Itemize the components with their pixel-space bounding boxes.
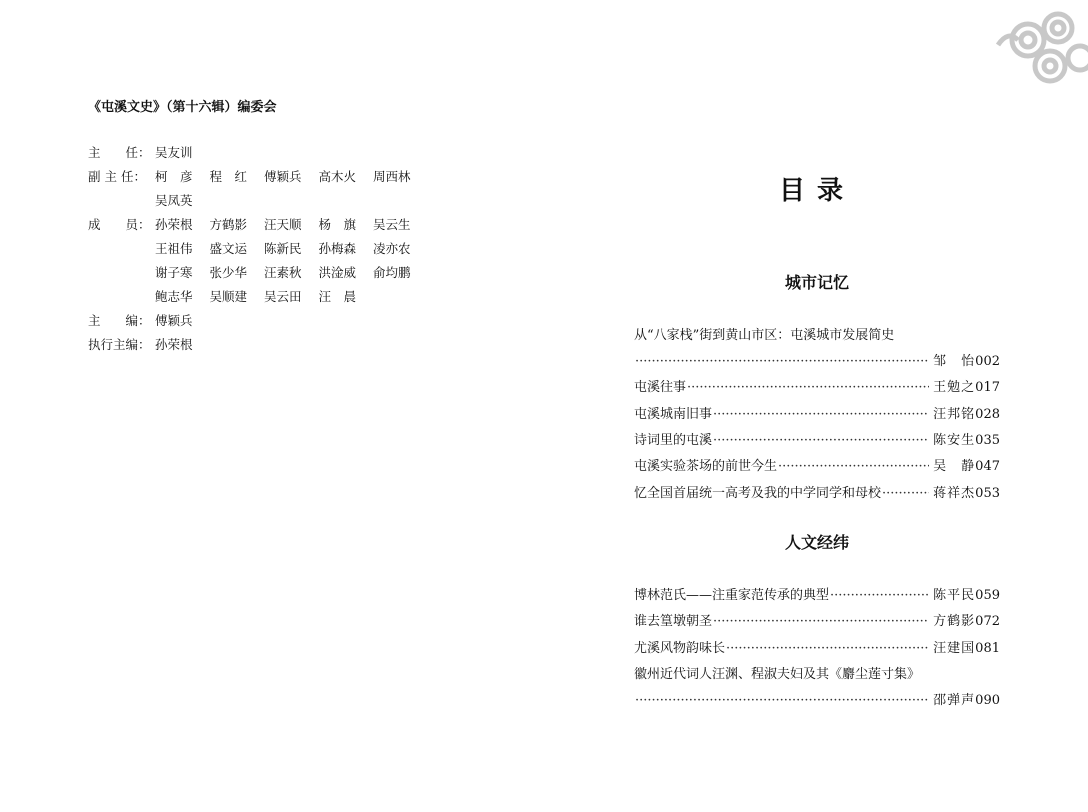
toc-entry-title[interactable]: 屯溪实验茶场的前世今生 xyxy=(634,459,778,475)
member-name: 孙荣根 xyxy=(155,217,193,232)
dot-leader xyxy=(713,612,929,632)
member-names xyxy=(155,263,428,283)
member-name: 吴凤英 xyxy=(155,193,193,208)
toc-entry-page: 053 xyxy=(975,485,1000,501)
toc-entry-title[interactable]: 忆全国首届统一高考及我的中学同学和母校 xyxy=(634,485,882,501)
role-label: 主 任： xyxy=(88,145,151,160)
toc-entry-author: 陈平民 xyxy=(933,588,976,603)
dot-leader xyxy=(830,586,929,606)
member-name: 吴云田 xyxy=(264,289,302,304)
toc-entry[interactable] xyxy=(634,457,1000,477)
toc-entry-title[interactable]: 谁去篁墩朝圣 xyxy=(634,614,713,630)
toc-entry[interactable] xyxy=(634,352,1000,372)
member-name: 程 红 xyxy=(209,169,248,184)
member-name: 王祖伟 xyxy=(155,241,193,256)
toc-section-heading: 人文经纬 xyxy=(784,533,849,552)
member-name: 鲍志华 xyxy=(155,289,193,304)
toc-entry-title-line[interactable] xyxy=(634,665,1000,685)
toc-entry-title[interactable]: 诗词里的屯溪 xyxy=(634,432,713,448)
role-label: 成 员： xyxy=(88,217,151,232)
member-names xyxy=(155,143,210,163)
toc-entry[interactable] xyxy=(634,484,1000,504)
toc-entry-page: 035 xyxy=(975,432,1000,448)
member-name: 杨 旗 xyxy=(318,217,357,232)
member-name: 高木火 xyxy=(318,169,357,184)
cloud-ornament-icon xyxy=(988,0,1088,95)
role-label: 主 编： xyxy=(88,313,151,328)
toc-entry-page: 002 xyxy=(975,354,1000,369)
member-names xyxy=(155,191,210,211)
member-name: 方鹤影 xyxy=(209,217,248,232)
toc-entry-title[interactable]: 尤溪风物韵味长 xyxy=(634,640,726,656)
dot-leader xyxy=(778,457,929,477)
toc-entry-author: 王勉之 xyxy=(933,380,976,396)
dot-leader xyxy=(713,405,929,425)
toc-entry-title[interactable]: 徽州近代词人汪渊、程淑夫妇及其《麝尘莲寸集》 xyxy=(634,666,921,682)
member-name: 盛文运 xyxy=(209,241,248,256)
dot-leader xyxy=(635,691,929,711)
member-name: 俞均鹏 xyxy=(373,265,411,280)
toc-entry[interactable] xyxy=(634,378,1000,398)
role-label: 执行主编： xyxy=(88,337,151,352)
dot-leader xyxy=(726,639,929,659)
member-name: 傅颖兵 xyxy=(155,313,193,328)
member-name: 周西林 xyxy=(373,169,411,184)
editorial-board-title: 《屯溪文史》（第十六辑）编委会 xyxy=(88,100,277,115)
dot-leader xyxy=(687,378,929,398)
toc-entry[interactable] xyxy=(634,612,1000,632)
member-name: 凌亦农 xyxy=(373,241,411,256)
toc-entry[interactable] xyxy=(634,431,1000,451)
toc-entry-author: 蒋祥杰 xyxy=(933,485,976,501)
toc-entry-page: 081 xyxy=(975,640,1000,656)
toc-entry-title-line[interactable] xyxy=(634,326,1000,346)
toc-title: 目录 xyxy=(778,176,855,206)
member-name: 张少华 xyxy=(209,265,248,280)
member-name: 陈新民 xyxy=(264,241,302,256)
toc-entry-author: 方鹤影 xyxy=(933,614,976,630)
toc-entry-author: 邹 怡 xyxy=(933,354,976,369)
member-name: 谢子寒 xyxy=(155,265,193,280)
member-names xyxy=(155,287,373,307)
member-name: 汪素秋 xyxy=(264,265,302,280)
member-name: 傅颖兵 xyxy=(264,169,302,184)
toc-entry-page: 047 xyxy=(975,459,1000,475)
toc-entry[interactable] xyxy=(634,405,1000,425)
dot-leader xyxy=(713,431,929,451)
toc-entry-author: 吴 静 xyxy=(933,459,976,475)
member-name: 吴云生 xyxy=(373,217,411,232)
toc-entry-page: 028 xyxy=(975,406,1000,422)
member-names xyxy=(155,335,210,355)
member-names xyxy=(155,311,210,331)
toc-entry-page: 072 xyxy=(975,614,1000,630)
member-name: 汪 晨 xyxy=(318,289,357,304)
member-names xyxy=(155,215,428,235)
member-name: 孙荣根 xyxy=(155,337,193,352)
toc-entry-page: 017 xyxy=(975,380,1000,396)
member-name: 洪淦威 xyxy=(318,265,357,280)
toc-entry-author: 陈安生 xyxy=(933,432,976,448)
toc-entry[interactable] xyxy=(634,586,1000,606)
role-label: 副 主 任： xyxy=(88,169,146,184)
member-names xyxy=(155,167,428,187)
toc-entry-author: 汪建国 xyxy=(933,640,976,656)
toc-entry-title[interactable]: 屯溪往事 xyxy=(634,380,687,396)
member-names xyxy=(155,239,428,259)
toc-entry-page: 059 xyxy=(975,588,1000,603)
toc-entry-author: 邵弹声 xyxy=(933,692,976,708)
member-name: 吴顺建 xyxy=(209,289,248,304)
dot-leader xyxy=(882,484,929,504)
toc-entry[interactable] xyxy=(634,691,1000,711)
toc-entry-title[interactable]: 从“八家栈”街到黄山市区：屯溪城市发展简史 xyxy=(634,328,895,343)
member-name: 吴友训 xyxy=(155,145,193,160)
toc-entry[interactable] xyxy=(634,639,1000,659)
dot-leader xyxy=(635,352,929,372)
member-name: 汪天顺 xyxy=(264,217,302,232)
toc-entry-title[interactable]: 屯溪城南旧事 xyxy=(634,406,713,422)
toc-entry-author: 汪邦铭 xyxy=(933,406,976,422)
toc-entry-page: 090 xyxy=(975,692,1000,708)
toc-section-heading: 城市记忆 xyxy=(784,273,849,292)
member-name: 孙梅森 xyxy=(318,241,357,256)
toc-entry-title[interactable]: 博林范氏——注重家范传承的典型 xyxy=(634,588,830,603)
member-name: 柯 彦 xyxy=(155,169,193,184)
